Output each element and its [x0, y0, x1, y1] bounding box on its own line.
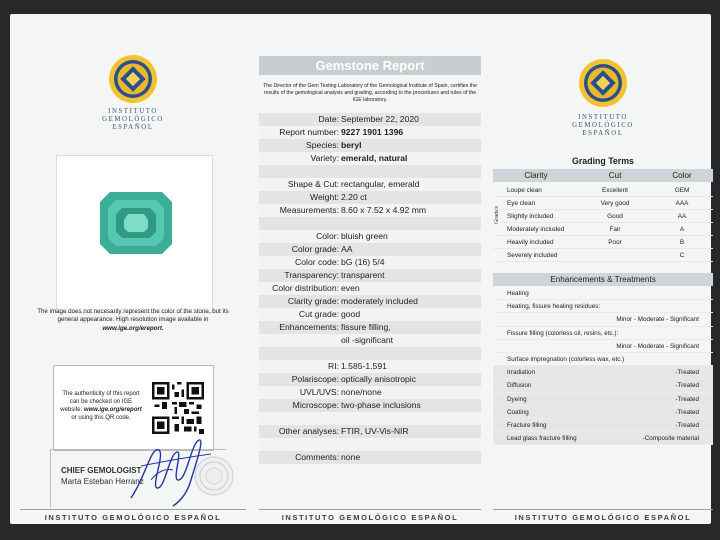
- gem-photo: [56, 155, 213, 313]
- report-label: Measurements:: [279, 205, 339, 215]
- enhancement-row: [493, 327, 713, 340]
- grading-row: [493, 236, 713, 249]
- enhancement-level: -Composite material: [642, 435, 699, 443]
- report-row: [259, 386, 481, 399]
- report-row: [259, 360, 481, 373]
- enhancement-row: [493, 432, 713, 445]
- enhancement-row: [493, 300, 713, 313]
- ige-logo: [108, 54, 158, 104]
- logo-text: INSTITUTO GEMOLÓGICO ESPAÑOL: [572, 114, 634, 137]
- footer-institute: INSTITUTO GEMOLÓGICO ESPAÑOL: [514, 513, 692, 522]
- authenticity-text: The authenticity of this report can be checked on IGE website: www.ige.org/ereport or using this QR code.: [60, 391, 142, 421]
- enhancement-label: Fissure filling (colorless oil, resins, etc.):: [507, 329, 619, 337]
- grades-side-label: Grades: [494, 205, 500, 224]
- enhancement-level: -Treated: [675, 382, 699, 390]
- report-row: [259, 243, 481, 256]
- ige-logo: [578, 58, 628, 108]
- report-row: [259, 373, 481, 386]
- report-label: Other analyses:: [278, 426, 339, 436]
- enhancement-label: Lead glass fracture filling: [507, 435, 577, 443]
- report-label: Cut grade:: [298, 309, 339, 319]
- enhancement-label: Heating, fissure healing residues:: [507, 303, 601, 311]
- report-label: Weight:: [310, 192, 339, 202]
- report-intro: The Director of the Gem Testing Laboratory of the Gemological Institute of Spain, certifies the results of the gemological analysis and grading, according to the procedures and rules of the IGE laboratory.: [263, 83, 477, 103]
- enhancement-row: [493, 313, 713, 326]
- enhancement-level: -Treated: [675, 369, 699, 377]
- enhancement-row: [493, 366, 713, 379]
- chief-title: CHIEF GEMOLOGIST: [61, 466, 142, 475]
- grading-cell: Very good: [600, 200, 630, 207]
- report-row: [259, 438, 481, 451]
- report-value: 8.60 x 7.52 x 4.92 mm: [341, 205, 427, 215]
- report-label: Color code:: [295, 257, 339, 267]
- report-row: [259, 139, 481, 152]
- report-value: none/none: [341, 387, 382, 397]
- report-row: [259, 217, 481, 230]
- report-panel: [259, 28, 481, 522]
- report-label: Species:: [306, 140, 339, 150]
- enhancement-level: Minor - Moderate - Significant: [616, 316, 699, 324]
- report-label: Microscope:: [292, 400, 339, 410]
- report-label: Date:: [318, 114, 339, 124]
- report-row: [259, 178, 481, 191]
- report-label: Color grade:: [291, 244, 339, 254]
- grading-cell: Good: [607, 213, 623, 220]
- seal-stamp: [194, 456, 234, 496]
- report-value: none: [341, 452, 361, 462]
- right-panel: [493, 28, 713, 522]
- report-row: [259, 295, 481, 308]
- grading-cell: Fair: [609, 226, 621, 233]
- report-value: beryl: [341, 140, 362, 150]
- report-label: Comments:: [295, 452, 339, 462]
- grading-cell: Slightly included: [507, 213, 554, 220]
- emerald-image: [100, 192, 172, 254]
- grading-terms-title: Grading Terms: [572, 156, 634, 166]
- enhancement-row: [493, 406, 713, 419]
- report-value: September 22, 2020: [341, 114, 419, 124]
- report-row: [259, 126, 481, 139]
- report-value: rectangular, emerald: [341, 179, 420, 189]
- grading-header: Clarity Cut Color: [493, 169, 713, 182]
- report-label: Color distribution:: [272, 283, 339, 293]
- report-value: 9227 1901 1396: [341, 127, 404, 137]
- report-value: bG (16) 5/4: [341, 257, 385, 267]
- report-rows: [259, 113, 481, 464]
- grading-cell: Heavily included: [507, 239, 554, 246]
- enhancements-title: Enhancements & Treatments: [493, 273, 713, 286]
- report-row: [259, 191, 481, 204]
- report-label: Polariscope:: [291, 374, 339, 384]
- report-row: [259, 334, 481, 347]
- report-value: fissure filling,: [341, 322, 391, 332]
- report-row: [259, 152, 481, 165]
- report-label: Clarity grade:: [287, 296, 339, 306]
- grading-cell: Eye clean: [507, 200, 536, 207]
- report-row: [259, 230, 481, 243]
- report-row: [259, 425, 481, 438]
- enhancement-row: [493, 393, 713, 406]
- enhancement-level: -Treated: [675, 408, 699, 416]
- report-value: transparent: [341, 270, 385, 280]
- chief-name: Marta Esteban Herranz: [61, 477, 144, 486]
- grading-cell: AA: [677, 213, 687, 220]
- grading-cell: Loupe clean: [507, 187, 542, 194]
- report-label: Transparency:: [284, 270, 339, 280]
- footer-institute: INSTITUTO GEMOLÓGICO ESPAÑOL: [281, 513, 459, 522]
- enhancement-label: Heating: [507, 290, 529, 297]
- grading-cell: Excellent: [602, 187, 628, 194]
- report-label: Enhancements:: [279, 322, 339, 332]
- logo-text: INSTITUTO GEMOLÓGICO ESPAÑOL: [102, 108, 164, 131]
- enhancement-level: -Treated: [675, 421, 699, 429]
- report-row: [259, 308, 481, 321]
- report-value: two-phase inclusions: [341, 400, 421, 410]
- report-row: [259, 347, 481, 360]
- grading-row: [493, 184, 713, 197]
- report-row: [259, 321, 481, 334]
- report-label: Shape & Cut:: [287, 179, 339, 189]
- enhancement-row: [493, 353, 713, 366]
- enhancement-label: Diffusion: [507, 382, 532, 390]
- grading-cell: Poor: [608, 239, 622, 246]
- report-row: [259, 204, 481, 217]
- report-value: AA: [341, 244, 353, 254]
- grading-row: [493, 197, 713, 210]
- enhancement-label: Coating: [507, 408, 529, 416]
- report-value: even: [341, 283, 360, 293]
- report-label: Variety:: [310, 153, 339, 163]
- grading-row: [493, 249, 713, 262]
- enhancement-label: Fracture filling: [507, 421, 547, 429]
- report-row: [259, 399, 481, 412]
- report-label: Color:: [316, 231, 339, 241]
- verify-link[interactable]: www.ige.org/ereport: [83, 407, 142, 413]
- enhancement-rows: [493, 287, 713, 445]
- report-value: good: [341, 309, 361, 319]
- enhancement-level: -Treated: [675, 395, 699, 403]
- enhancement-label: Irradiation: [507, 369, 536, 377]
- left-panel: [20, 28, 246, 522]
- enhancement-label: Dyeing: [507, 395, 527, 403]
- enhancement-label: Surface impregnation (colorless wax, etc.): [507, 355, 625, 363]
- enhancement-row: [493, 340, 713, 353]
- ereport-link[interactable]: www.ige.org/ereport.: [102, 324, 164, 332]
- grading-cell: Moderately included: [507, 226, 565, 233]
- grading-cell: GEM: [674, 187, 690, 194]
- footer-institute: INSTITUTO GEMOLÓGICO ESPAÑOL: [44, 513, 222, 522]
- report-value: oil -significant: [341, 335, 394, 345]
- report-value: moderately included: [341, 296, 418, 306]
- grading-cell: B: [679, 239, 685, 246]
- chief-gemologist-box: [50, 449, 226, 507]
- image-disclaimer: The image does not necesarily represent the color of the stone, but its general appearance. High resolution image available in www.ige.org/ereport.: [37, 308, 229, 332]
- report-row: [259, 451, 481, 464]
- report-row: [259, 412, 481, 425]
- report-value: bluish green: [341, 231, 388, 241]
- report-value: emerald, natural: [341, 153, 408, 163]
- report-value: FTIR, UV-Vis-NIR: [341, 426, 409, 436]
- report-label: RI:: [328, 361, 339, 371]
- grading-row: [493, 210, 713, 223]
- enhancement-row: [493, 419, 713, 432]
- report-row: [259, 256, 481, 269]
- report-value: optically anisotropic: [341, 374, 416, 384]
- report-title: Gemstone Report: [259, 56, 481, 75]
- grading-cell: A: [679, 226, 685, 233]
- report-value: 2.20 ct: [341, 192, 367, 202]
- report-label: UVL/UVS:: [299, 387, 339, 397]
- enhancement-level: Minor - Moderate - Significant: [616, 342, 699, 350]
- report-label: Report number:: [279, 127, 339, 137]
- enhancement-row: [493, 379, 713, 392]
- grading-rows: [493, 184, 713, 262]
- report-row: [259, 282, 481, 295]
- report-row: [259, 269, 481, 282]
- enhancement-row: [493, 287, 713, 300]
- report-row: [259, 113, 481, 126]
- qr-code-icon[interactable]: [152, 382, 204, 434]
- report-value: 1.585-1.591: [341, 361, 387, 371]
- report-row: [259, 165, 481, 178]
- report-card: [10, 14, 711, 524]
- grading-row: [493, 223, 713, 236]
- grading-cell: C: [679, 252, 685, 259]
- grading-cell: Severely included: [507, 252, 558, 259]
- grading-cell: AAA: [675, 200, 689, 207]
